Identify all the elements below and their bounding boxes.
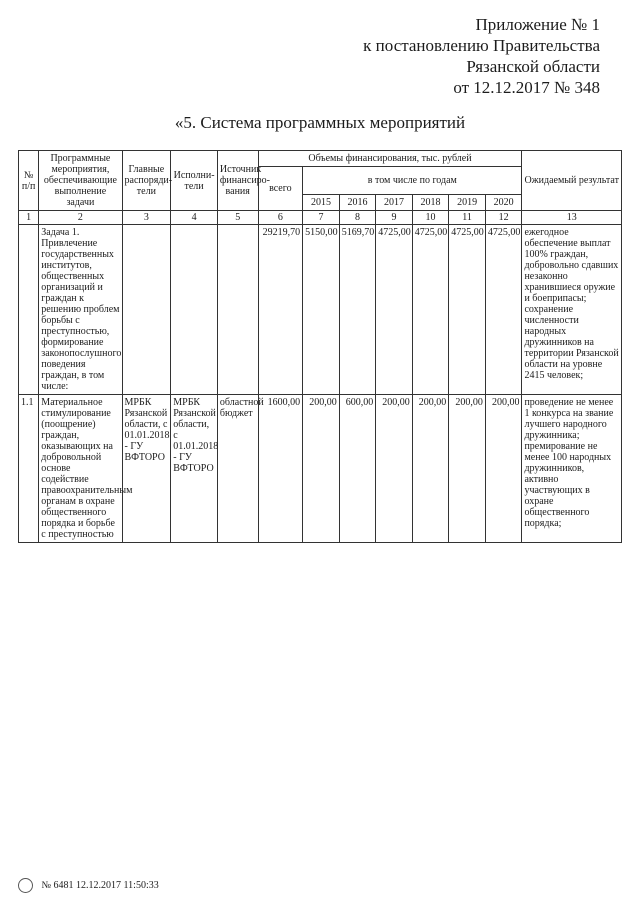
task-year-cell: 4725,00 xyxy=(376,225,413,395)
item-result-cell: проведение не менее 1 конкурса на звание лучшего народного дружинника; премирование не менее 100 народных дружинников, активно участвующих в охране общественного порядка; xyxy=(522,395,622,543)
task-source-cell xyxy=(217,225,258,395)
header-year: 2017 xyxy=(376,195,413,211)
item-total-cell: 1600,00 xyxy=(258,395,303,543)
header-source: Источник финансиро-вания xyxy=(217,151,258,211)
column-number: 3 xyxy=(122,211,171,225)
task-result-cell: ежегодное обеспечение выплат 100% граждан, добровольно сдавших незаконно хранившиеся оружие и боеприпасы; сохранение численности народных дружинников на территории Рязанской области на уровне 2415 человек; xyxy=(522,225,622,395)
task-year-cell: 4725,00 xyxy=(485,225,522,395)
item-year-cell: 200,00 xyxy=(485,395,522,543)
column-number-row xyxy=(19,211,622,225)
task-year-cell: 5169,70 xyxy=(339,225,376,395)
item-source-cell: областной бюджет xyxy=(217,395,258,543)
header-by-year: в том числе по годам xyxy=(303,167,522,195)
column-number: 9 xyxy=(376,211,413,225)
item-year-cell: 200,00 xyxy=(412,395,449,543)
program-measures-table xyxy=(18,150,622,543)
column-number: 7 xyxy=(303,211,340,225)
column-number: 1 xyxy=(19,211,39,225)
task-executors-cell xyxy=(171,225,218,395)
item-year-cell: 200,00 xyxy=(303,395,340,543)
header-year: 2015 xyxy=(303,195,340,211)
header-total: всего xyxy=(258,167,303,211)
item-year-cell: 600,00 xyxy=(339,395,376,543)
column-number: 8 xyxy=(339,211,376,225)
header-row xyxy=(19,151,622,167)
column-number: 6 xyxy=(258,211,303,225)
column-number: 13 xyxy=(522,211,622,225)
column-number: 10 xyxy=(412,211,449,225)
column-number: 2 xyxy=(39,211,122,225)
header-managers: Главные распоряди-тели xyxy=(122,151,171,211)
header-year: 2019 xyxy=(449,195,486,211)
column-number: 12 xyxy=(485,211,522,225)
decree-line: к постановлению Правительства xyxy=(363,36,600,55)
task-total-cell: 29219,70 xyxy=(258,225,303,395)
task-year-cell: 5150,00 xyxy=(303,225,340,395)
task-year-cell: 4725,00 xyxy=(449,225,486,395)
item-measures-cell: Материальное стимулирование (поощрение) граждан, оказывающих на добровольной основе содействие правоохранительным органам в охране общественного порядка и борьбе с преступностью xyxy=(39,395,122,543)
appendix-header xyxy=(40,14,600,98)
item-num-cell: 1.1 xyxy=(19,395,39,543)
header-measures: Программные мероприятия, обеспечивающие выполнение задачи xyxy=(39,151,122,211)
header-year: 2020 xyxy=(485,195,522,211)
header-year: 2016 xyxy=(339,195,376,211)
column-number: 11 xyxy=(449,211,486,225)
registration-stamp: № 6481 12.12.2017 11:50:33 xyxy=(41,879,159,891)
column-number: 4 xyxy=(171,211,218,225)
task-measures-cell: Задача 1. Привлечение государственных институтов, общественных организаций и граждан к решению проблем борьбы с преступностью, формирование законопослушного поведения граждан, в том числе: xyxy=(39,225,122,395)
task-num-cell xyxy=(19,225,39,395)
header-funding: Объемы финансирования, тыс. рублей xyxy=(258,151,522,167)
appendix-label: Приложение № 1 xyxy=(475,15,600,34)
region-line: Рязанской области xyxy=(466,57,600,76)
item-managers-cell: МРБК Рязанской области, с 01.01.2018 - ГУ ВФТОРО xyxy=(122,395,171,543)
task-managers-cell xyxy=(122,225,171,395)
header-year: 2018 xyxy=(412,195,449,211)
column-number: 5 xyxy=(217,211,258,225)
header-num: № п/п xyxy=(19,151,39,211)
item-executors-cell: МРБК Рязанской области, с 01.01.2018 - ГУ ВФТОРО xyxy=(171,395,218,543)
coat-of-arms-icon xyxy=(18,878,33,893)
table-row xyxy=(19,225,622,395)
header-executors: Исполни-тели xyxy=(171,151,218,211)
item-year-cell: 200,00 xyxy=(449,395,486,543)
header-result: Ожидаемый результат xyxy=(522,151,622,211)
item-year-cell: 200,00 xyxy=(376,395,413,543)
registration-footer xyxy=(18,878,159,893)
date-line: от 12.12.2017 № 348 xyxy=(453,78,600,97)
section-title: «5. Система программных мероприятий xyxy=(174,113,466,132)
table-row xyxy=(19,395,622,543)
task-year-cell: 4725,00 xyxy=(412,225,449,395)
